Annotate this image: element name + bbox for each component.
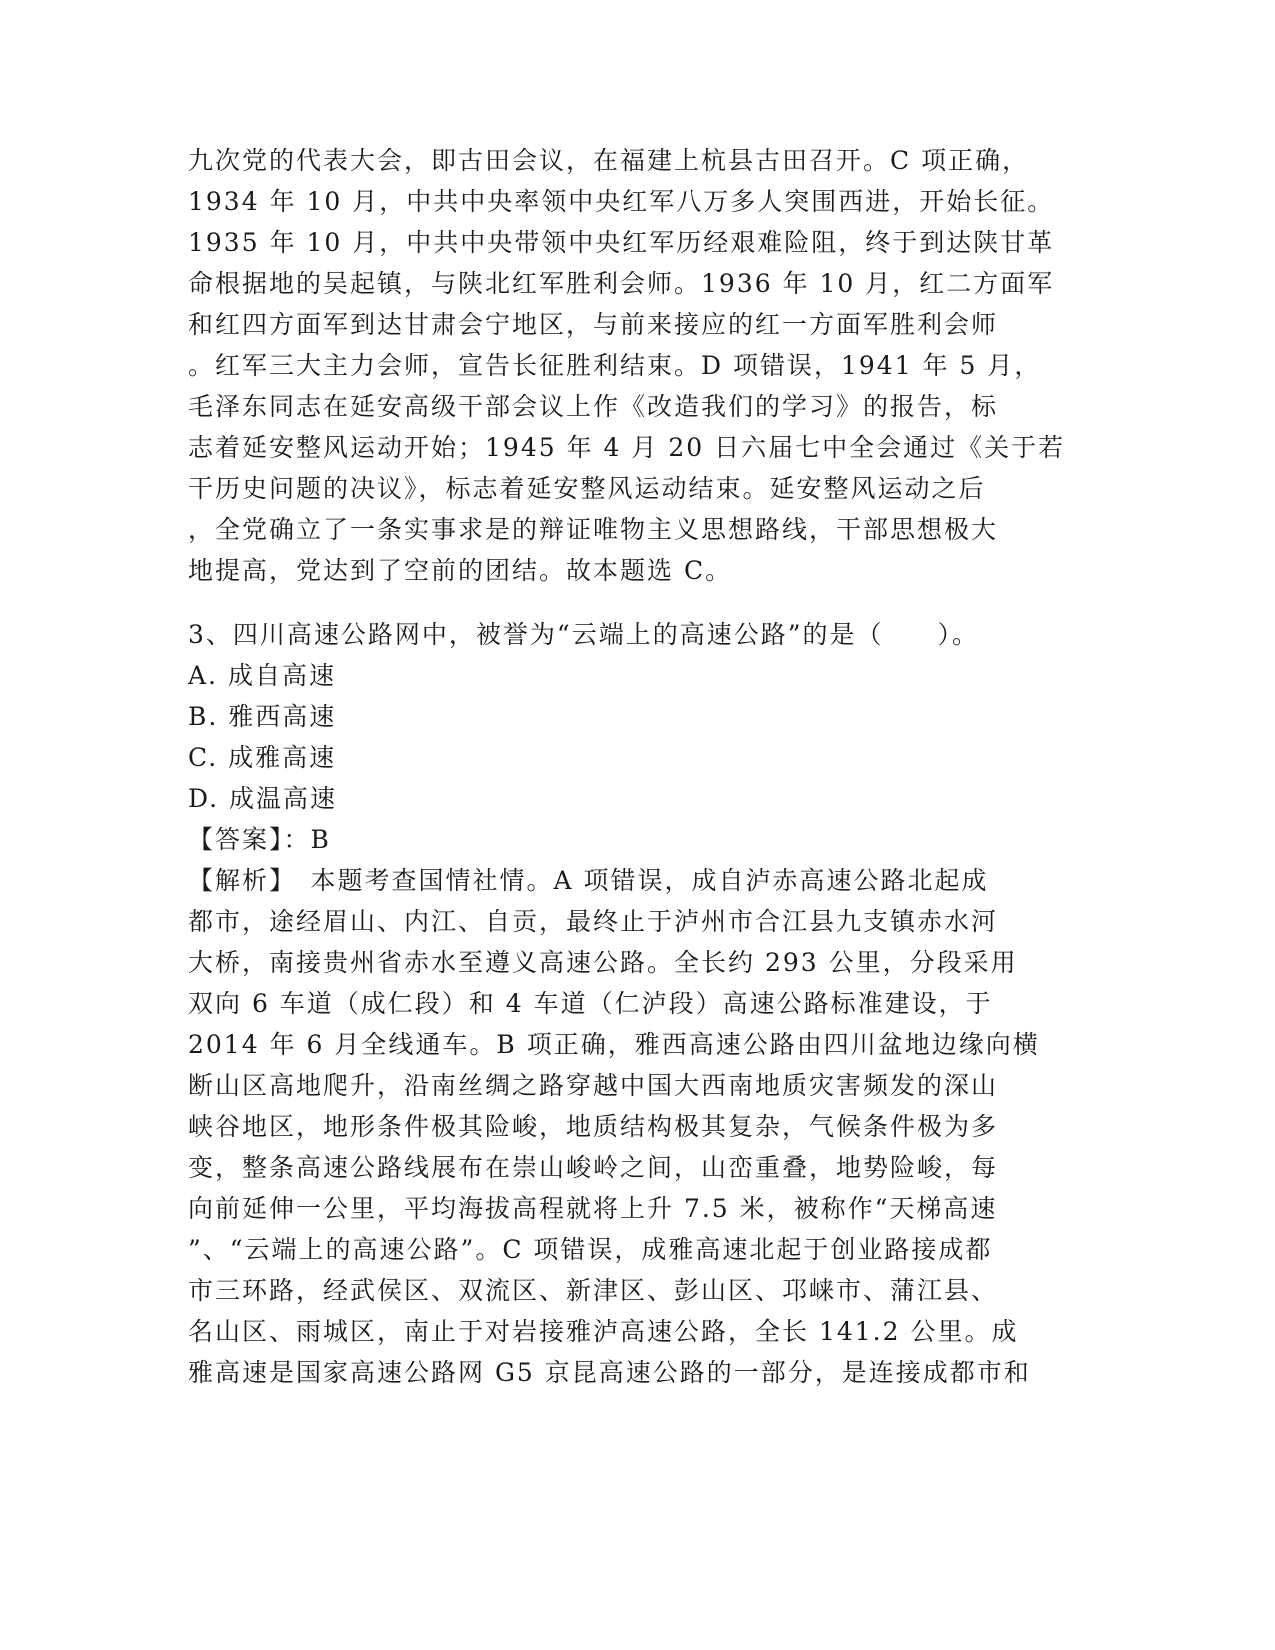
analysis-line: 向前延伸一公里，平均海拔高程就将上升 7.5 米，被称作“天梯高速 bbox=[188, 1194, 998, 1223]
analysis-line: 大桥，南接贵州省赤水至遵义高速公路。全长约 293 公里，分段采用 bbox=[188, 948, 1018, 977]
analysis-line: 【解析】 本题考查国情社情。A 项错误，成自泸赤高速公路北起成 bbox=[188, 866, 989, 895]
text-line: 1935 年 10 月，中共中央带领中央红军历经艰难险阻，终于到达陕甘革 bbox=[188, 228, 1055, 257]
text-line: 和红四方面军到达甘肃会宁地区，与前来接应的红一方面军胜利会师 bbox=[188, 310, 999, 339]
option-c: C. 成雅高速 bbox=[188, 743, 337, 772]
text-line: 命根据地的吴起镇，与陕北红军胜利会师。1936 年 10 月，红二方面军 bbox=[188, 269, 1055, 298]
text-line: 1934 年 10 月，中共中央率领中央红军八万多人突围西进，开始长征。 bbox=[188, 187, 1055, 216]
analysis-line: 都市，途经眉山、内江、自贡，最终止于泸州市合江县九支镇赤水河 bbox=[188, 907, 999, 936]
analysis-line: 市三环路，经武侯区、双流区、新津区、彭山区、邛崃市、蒲江县、 bbox=[188, 1276, 999, 1305]
analysis-line: ”、“云端上的高速公路”。C 项错误，成雅高速北起于创业路接成都 bbox=[188, 1235, 993, 1264]
text-line: 地提高，党达到了空前的团结。故本题选 C。 bbox=[188, 556, 733, 585]
analysis-line: 2014 年 6 月全线通车。B 项正确，雅西高速公路由四川盆地边缘向横 bbox=[188, 1030, 1040, 1059]
text-line: 。红军三大主力会师，宣告长征胜利结束。D 项错误，1941 年 5 月， bbox=[188, 351, 1042, 380]
text-line: 干历史问题的决议》，标志着延安整风运动结束。延安整风运动之后 bbox=[188, 474, 986, 503]
option-d: D. 成温高速 bbox=[188, 784, 338, 813]
text-line: 毛泽东同志在延安高级干部会议上作《改造我们的学习》的报告，标 bbox=[188, 392, 999, 421]
analysis-line: 变，整条高速公路线展布在崇山峻岭之间，山峦重叠，地势险峻，每 bbox=[188, 1153, 999, 1182]
option-b: B. 雅西高速 bbox=[188, 702, 337, 731]
analysis-line: 名山区、雨城区，南止于对岩接雅泸高速公路，全长 141.2 公里。成 bbox=[188, 1317, 1019, 1346]
text-line: 九次党的代表大会，即古田会议，在福建上杭县古田召开。C 项正确， bbox=[188, 146, 1030, 175]
answer-line: 【答案】：B bbox=[188, 825, 331, 854]
option-a: A. 成自高速 bbox=[188, 661, 336, 690]
text-line: 志着延安整风运动开始；1945 年 4 月 20 日六届七中全会通过《关于若 bbox=[188, 433, 1066, 462]
analysis-line: 断山区高地爬升，沿南丝绸之路穿越中国大西南地质灾害频发的深山 bbox=[188, 1071, 999, 1100]
analysis-line: 雅高速是国家高速公路网 G5 京昆高速公路的一部分，是连接成都市和 bbox=[188, 1358, 1031, 1387]
analysis-line: 峡谷地区，地形条件极其险峻，地质结构极其复杂，气候条件极为多 bbox=[188, 1112, 999, 1141]
question-stem: 3、四川高速公路网中，被誉为“云端上的高速公路”的是（ ）。 bbox=[188, 620, 979, 649]
text-line: ，全党确立了一条实事求是的辩证唯物主义思想路线，干部思想极大 bbox=[188, 515, 999, 544]
analysis-line: 双向 6 车道（成仁段）和 4 车道（仁泸段）高速公路标准建设，于 bbox=[188, 989, 993, 1018]
